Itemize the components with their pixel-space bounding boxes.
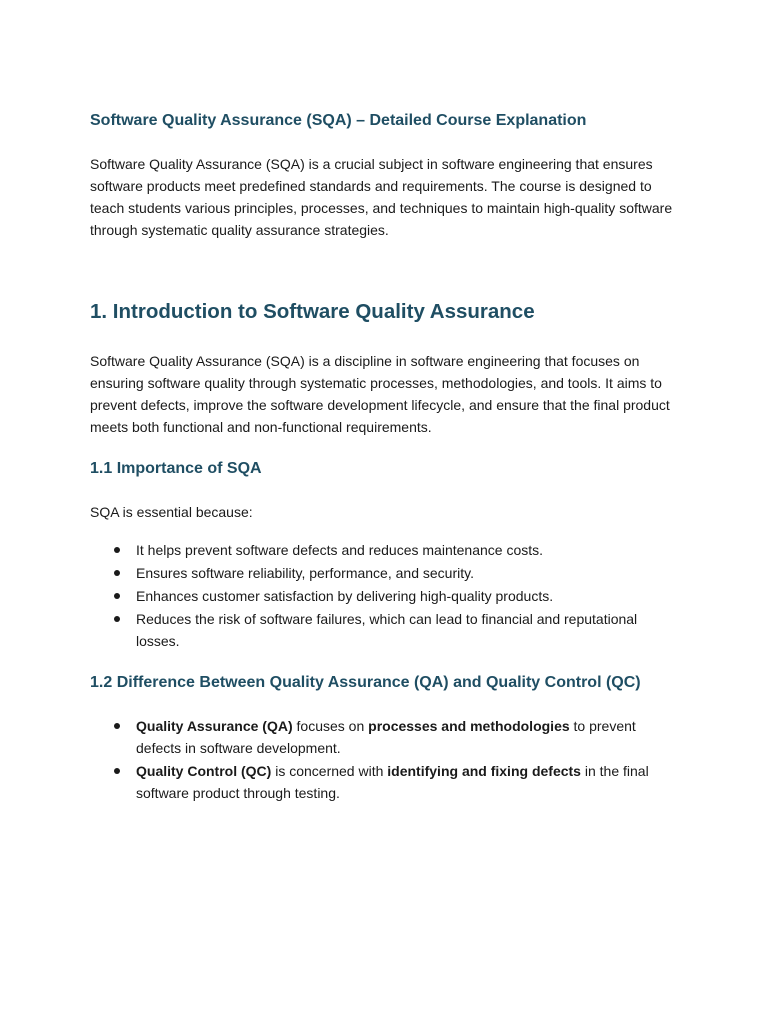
qa-term: Quality Assurance (QA) <box>136 718 293 734</box>
qc-term: Quality Control (QC) <box>136 763 272 779</box>
list-item <box>90 760 680 804</box>
qc-connector: is concerned with <box>271 763 388 779</box>
bullet-icon <box>114 616 120 622</box>
importance-list <box>90 539 680 653</box>
list-item <box>90 715 680 759</box>
list-item-text: Ensures software reliability, performance, and security. <box>136 565 474 581</box>
list-item <box>90 585 680 607</box>
list-item-text: Enhances customer satisfaction by delivering high-quality products. <box>136 588 554 604</box>
qa-connector: focuses on <box>292 718 369 734</box>
section-1-1-lead: SQA is essential because: <box>90 504 253 520</box>
section-1-paragraph: Software Quality Assurance (SQA) is a discipline in software engineering that focuses on ensuring software quality through systematic processes, methodologies, and tools. It aims to prevent defects, improve the software development lifecycle, and ensure that the final product meets both functional and non-functional requirements. <box>90 353 670 435</box>
bullet-icon <box>114 593 120 599</box>
intro-paragraph: Software Quality Assurance (SQA) is a crucial subject in software engineering that ensures software products meet predefined standards and requirements. The course is designed to teach students various principles, processes, and techniques to maintain high-quality software through systematic quality assurance strategies. <box>90 156 673 238</box>
section-1-1-heading: 1.1 Importance of SQA <box>90 460 262 477</box>
difference-list <box>90 715 680 805</box>
list-item <box>90 608 680 652</box>
bullet-icon <box>114 723 120 729</box>
list-item-text: It helps prevent software defects and reduces maintenance costs. <box>136 542 544 558</box>
list-item <box>90 562 680 584</box>
section-1-heading: 1. Introduction to Software Quality Assurance <box>90 300 535 323</box>
qa-emphasis: processes and methodologies <box>368 718 570 734</box>
list-item-text: Reduces the risk of software failures, which can lead to financial and reputational losses. <box>136 611 638 649</box>
bullet-icon <box>114 570 120 576</box>
list-item <box>90 539 680 561</box>
section-1-2-heading: 1.2 Difference Between Quality Assurance (QA) and Quality Control (QC) <box>90 674 641 691</box>
bullet-icon <box>114 547 120 553</box>
qa-rest: to prevent defects in software development. <box>136 718 636 756</box>
qc-rest: in the final software product through testing. <box>136 763 649 801</box>
document-title: Software Quality Assurance (SQA) – Detailed Course Explanation <box>90 112 587 129</box>
bullet-icon <box>114 768 120 774</box>
qc-emphasis: identifying and fixing defects <box>387 763 581 779</box>
